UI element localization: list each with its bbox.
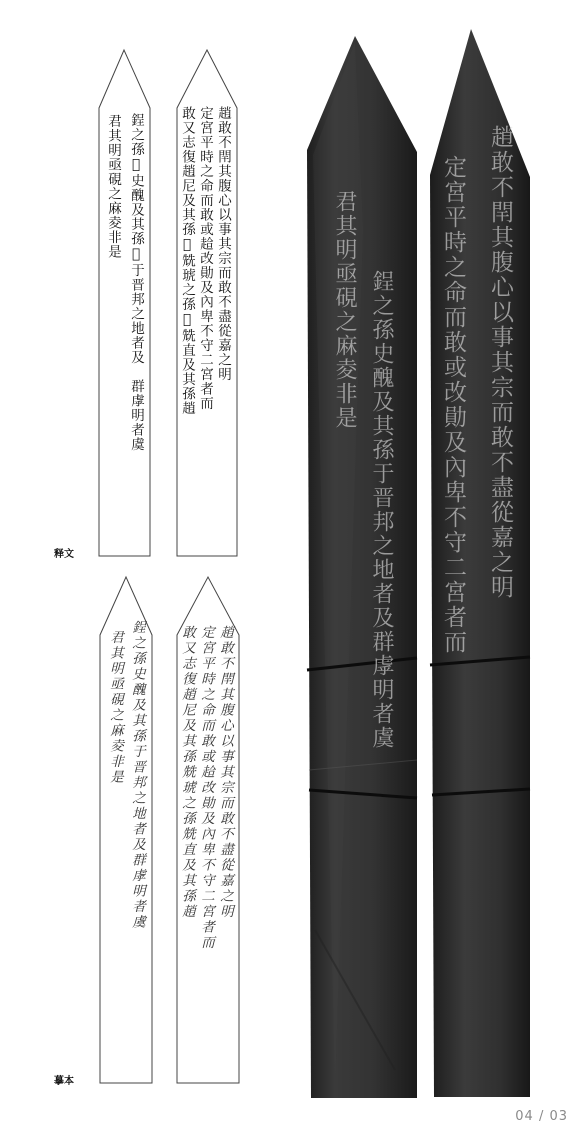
photo-slip-right (426, 25, 536, 1100)
facsimile-slip-right (176, 575, 240, 1085)
transcription-left-col-1: 鋥之孫𫕈史醜及其孫𫕈于晋邦之地者及 群虖明者虞 (128, 113, 144, 452)
facsimile-left-col-2: 君其明亟硯之麻夌非是 (107, 630, 123, 785)
facsimile-right-col-1: 趙敢不閈其腹心以事其宗而敢不盡從嘉之明 (217, 625, 233, 920)
facsimile-right-col-3: 敢又志復趙尼及其孫兟琥之孫兟直及其孫趙 (179, 625, 195, 920)
photo-left-col-2: 鋥之孫史醜及其孫于晋邦之地者及群虖明者虞 (369, 270, 394, 750)
facsimile-left-col-1: 鋥之孫史醜及其孫于晋邦之地者及群虖明者虞 (129, 620, 145, 930)
photo-slip-left (305, 30, 421, 1102)
photo-right-col-1: 定宮平時之命而敢或改勛及內卑不守二宮者而 (440, 155, 466, 655)
transcription-left-col-2: 君其明亟硯之麻夌非是 (105, 114, 121, 259)
transcription-label: 释文 (54, 549, 74, 560)
transcription-right-col-2: 定宮平時之命而敢或䞩改勛及內卑不守二宮者而 (197, 106, 213, 411)
transcription-right-col-3: 敢又志復趙尼及其孫𫕈兟琥之孫𫕈兟直及其孫趙 (179, 106, 195, 416)
photo-right-col-2: 趙敢不閈其腹心以事其宗而敢不盡從嘉之明 (487, 125, 513, 600)
page-number: 04 / 03 (515, 1109, 568, 1124)
facsimile-label: 摹本 (54, 1076, 74, 1087)
transcription-slip-left (98, 48, 151, 558)
slip-photo-image (305, 30, 421, 1102)
transcription-right-col-1: 趙敢不閈其腹心以事其宗而敢不盡從嘉之明 (215, 106, 231, 382)
facsimile-right-col-2: 定宮平時之命而敢或䞩改勛及內卑不守二宮者而 (198, 625, 214, 951)
transcription-slip-right (176, 48, 238, 558)
facsimile-slip-left (99, 575, 153, 1085)
photo-left-col-1: 君其明亟硯之麻夌非是 (332, 190, 357, 430)
